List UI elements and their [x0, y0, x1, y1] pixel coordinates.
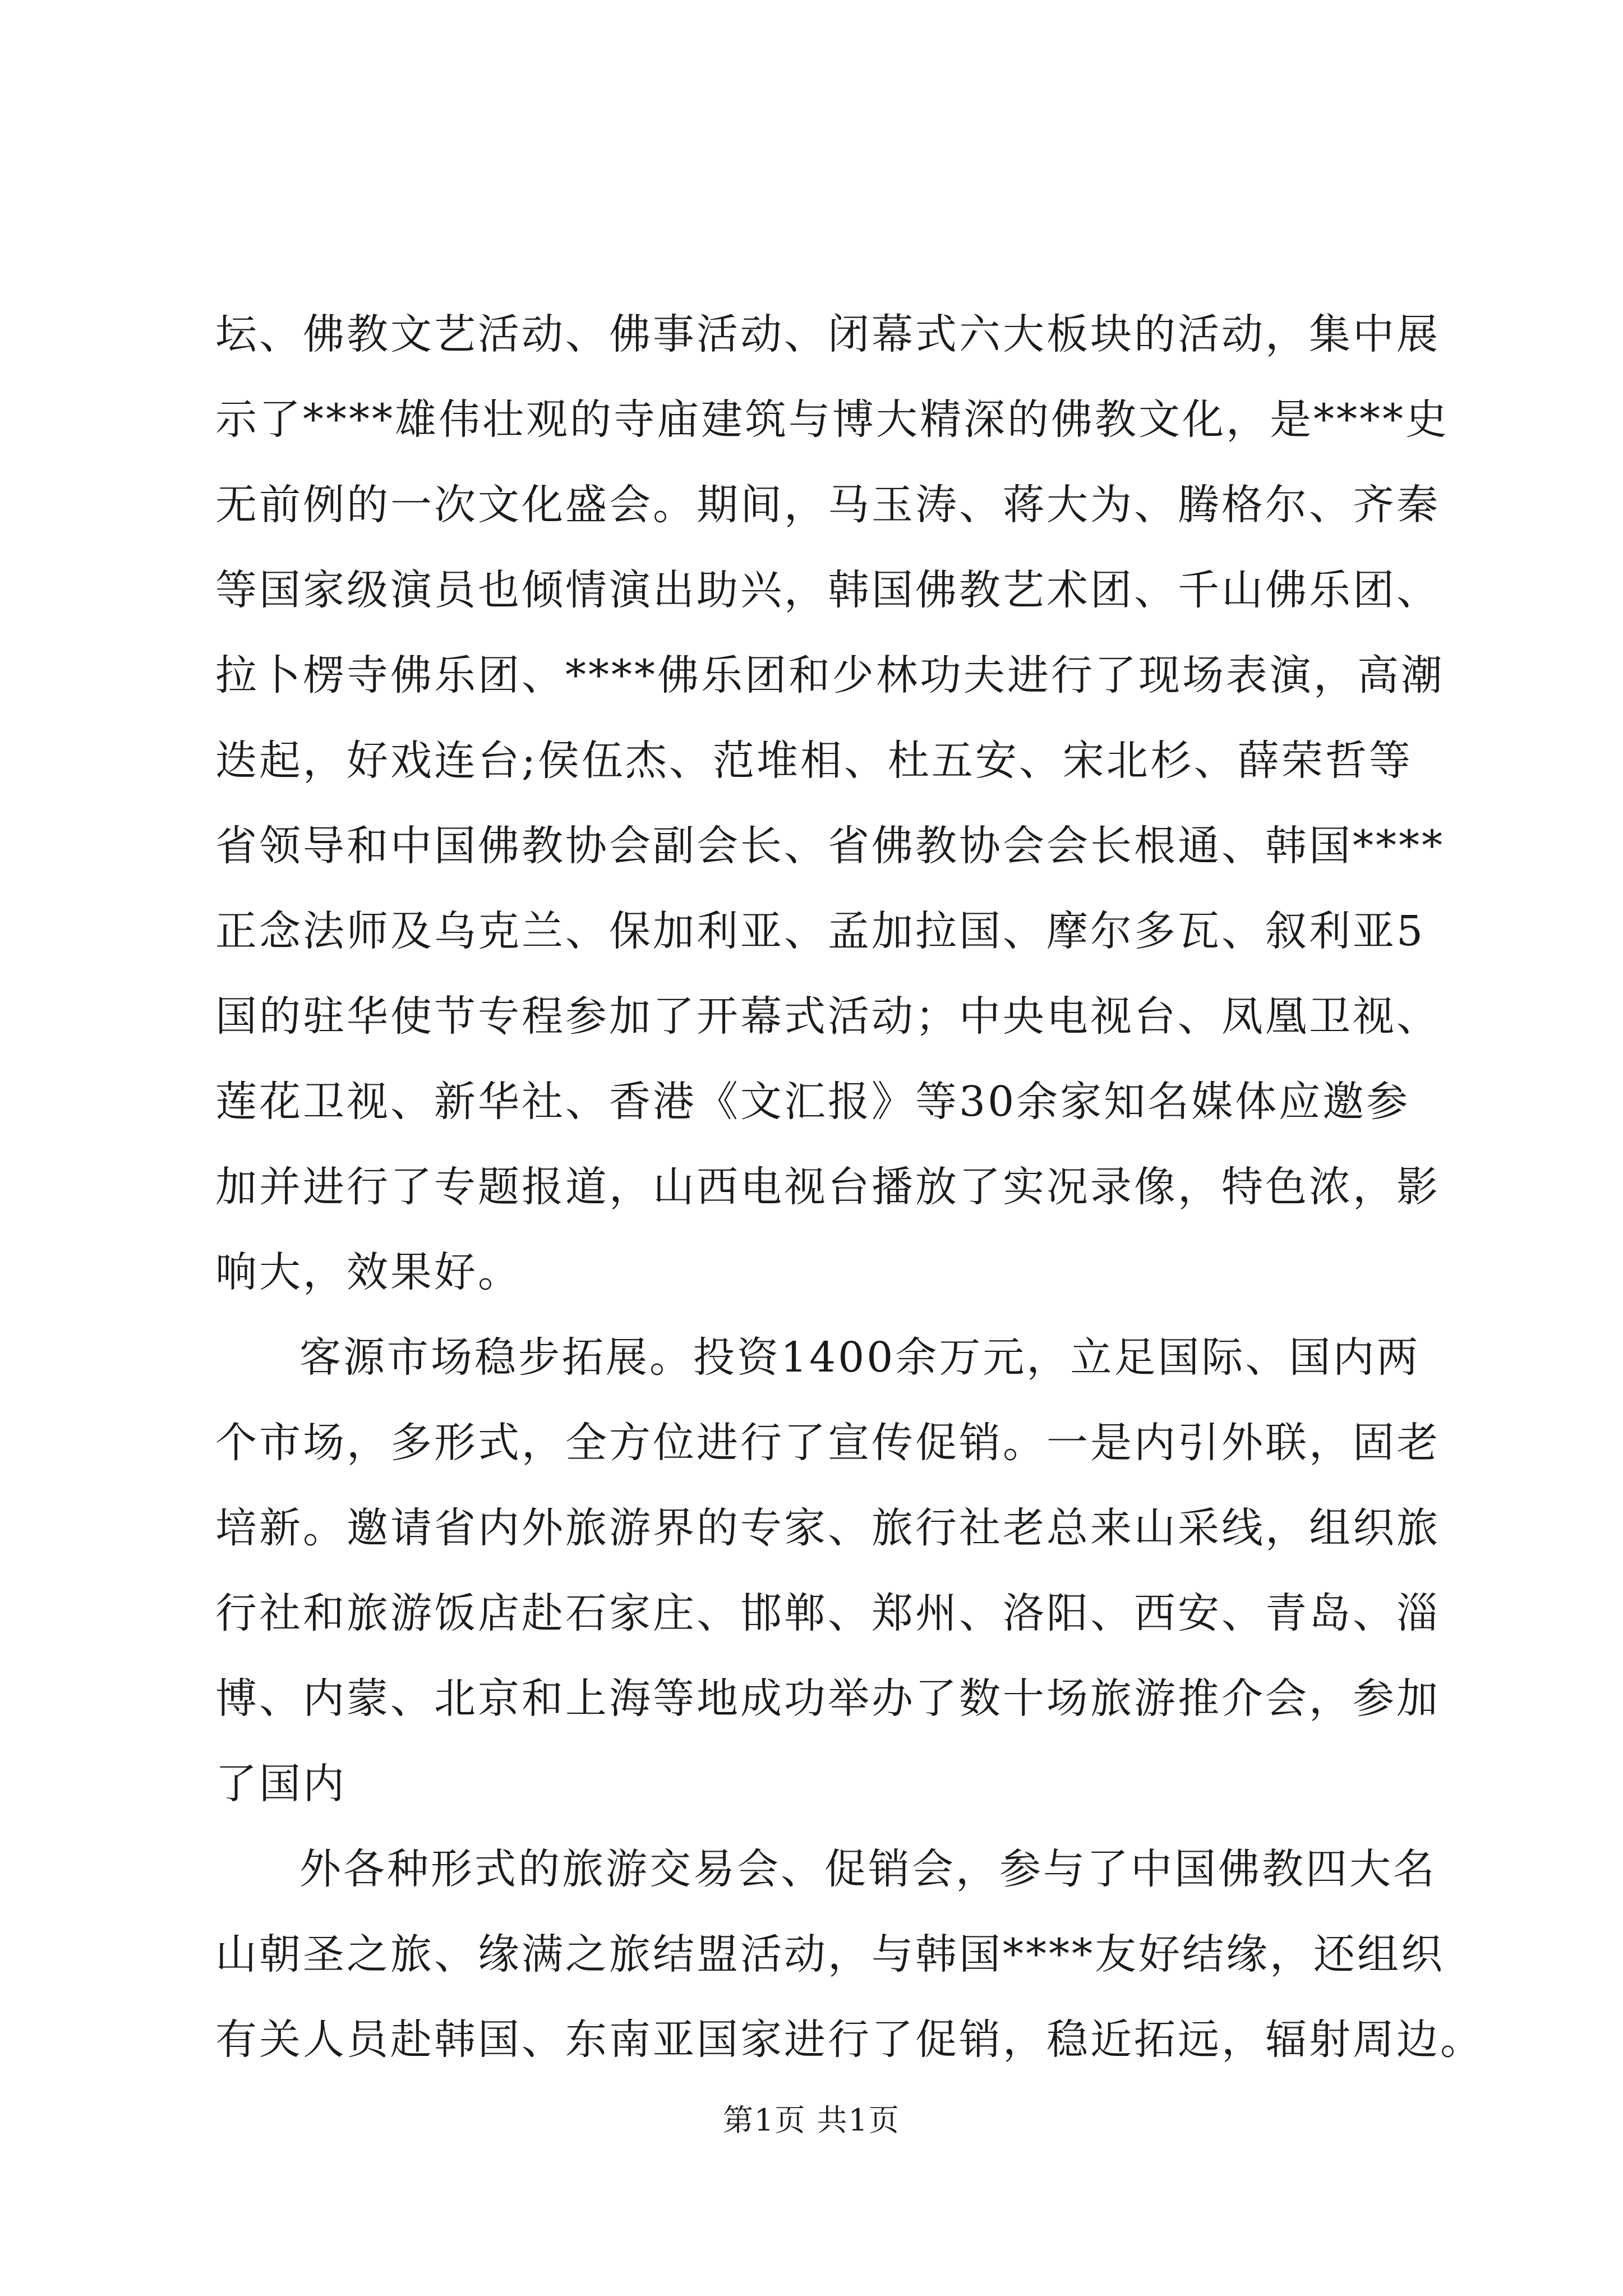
text-line: 山朝圣之旅、缘满之旅结盟活动，与韩国****友好结缘，还组织	[215, 1930, 1445, 1978]
text-line: 莲花卫视、新华社、香港《文汇报》等30余家知名媒体应邀参	[215, 1078, 1410, 1126]
text-line: 加并进行了专题报道，山西电视台播放了实况录像，特色浓，影	[215, 1163, 1440, 1211]
text-line: 迭起，好戏连台;侯伍杰、范堆相、杜五安、宋北杉、薛荣哲等	[215, 737, 1413, 785]
text-line: 省领导和中国佛教协会副会长、省佛教协会会长根通、韩国****	[215, 822, 1445, 870]
text-line: 拉卜楞寺佛乐团、****佛乐团和少林功夫进行了现场表演，高潮	[215, 651, 1445, 700]
text-line: 无前例的一次文化盛会。期间，马玉涛、蒋大为、腾格尔、齐秦	[215, 481, 1440, 529]
text-line: 有关人员赴韩国、东南亚国家进行了促销，稳近拓远，辐射周边。	[215, 2016, 1484, 2064]
paragraph-first-line: 外各种形式的旅游交易会、促销会，参与了中国佛教四大名	[299, 1845, 1437, 1893]
page-number-label: 第1页 共1页	[723, 2102, 900, 2138]
text-line: 正念法师及乌克兰、保加利亚、孟加拉国、摩尔多瓦、叙利亚5	[215, 907, 1426, 955]
text-line: 示了****雄伟壮观的寺庙建筑与博大精深的佛教文化，是****史	[215, 395, 1449, 444]
text-line: 培新。邀请省内外旅游界的专家、旅行社老总来山采线，组织旅	[215, 1504, 1440, 1552]
text-line: 等国家级演员也倾情演出助兴，韩国佛教艺术团、千山佛乐团、	[215, 566, 1440, 614]
text-line: 响大，效果好。	[215, 1248, 522, 1296]
page-footer	[0, 2101, 1623, 2140]
text-line: 博、内蒙、北京和上海等地成功举办了数十场旅游推介会，参加	[215, 1674, 1440, 1723]
paragraph-first-line: 客源市场稳步拓展。投资1400余万元，立足国际、国内两	[299, 1333, 1421, 1382]
text-line: 国的驻华使节专程参加了开幕式活动；中央电视台、凤凰卫视、	[215, 992, 1440, 1041]
text-line: 行社和旅游饭店赴石家庄、邯郸、郑州、洛阳、西安、青岛、淄	[215, 1589, 1440, 1637]
text-line: 了国内	[215, 1760, 347, 1808]
document-body	[215, 292, 1484, 2082]
text-line: 个市场，多形式，全方位进行了宣传促销。一是内引外联，固老	[215, 1419, 1440, 1467]
text-line: 坛、佛教文艺活动、佛事活动、闭幕式六大板块的活动，集中展	[215, 310, 1440, 358]
